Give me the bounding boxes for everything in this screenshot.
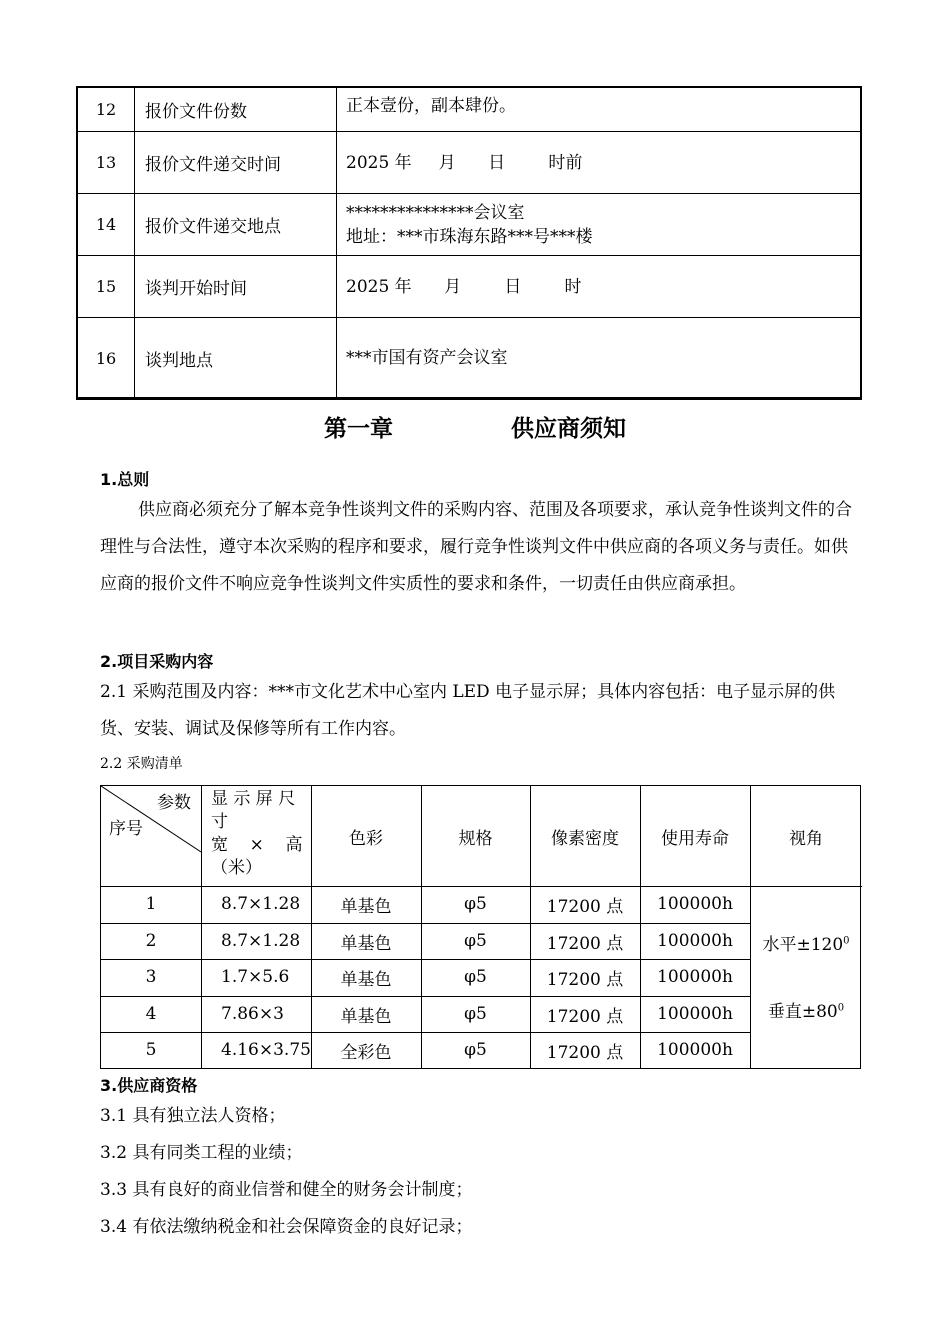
row-value — [337, 194, 860, 255]
qualification-item: 3.3 具有良好的商业信誉和健全的财务会计制度； — [100, 1180, 473, 1200]
row-life-cell: 100000h — [657, 967, 733, 987]
row-size-cell: 8.7×1.28 — [221, 894, 301, 914]
row-life-cell: 100000h — [657, 931, 733, 951]
scope-paragraph: 2.1 采购范围及内容：***市文化艺术中心室内 LED 电子显示屏；具体内容包括：电子显示屏的供货、安装、调试及保修等所有工作内容。 — [100, 682, 836, 739]
row-number: 13 — [78, 132, 135, 193]
row-number: 16 — [78, 318, 135, 398]
angle-header: 视角 — [789, 828, 823, 849]
angle-cell — [750, 886, 862, 1068]
chapter-number: 第一章 — [324, 416, 393, 442]
qualification-item: 3.1 具有独立法人资格； — [100, 1106, 286, 1126]
row-value — [337, 88, 860, 131]
row-value — [337, 132, 860, 193]
value-line: 2025 年 月 日 时前 — [346, 152, 583, 173]
row-spec-cell: φ5 — [464, 894, 487, 914]
degree-mark: 0 — [837, 1002, 845, 1014]
size-header-line: 宽 × 高 — [211, 835, 303, 855]
row-item: 报价文件递交时间 — [135, 132, 337, 193]
chapter-name: 供应商须知 — [511, 416, 626, 442]
info-row — [78, 318, 860, 398]
info-row — [78, 256, 860, 318]
life-header: 使用寿命 — [661, 828, 729, 849]
qualification-item: 3.4 有依法缴纳税金和社会保障资金的良好记录； — [100, 1217, 473, 1237]
value-line: 地址：***市珠海东路***号***楼 — [346, 226, 593, 247]
size-header-line: 寸 — [211, 812, 228, 832]
row-spec-cell: φ5 — [464, 967, 487, 987]
row-size-cell: 4.16×3.75 — [221, 1040, 311, 1060]
list-caption: 2.2 采购清单 — [100, 756, 183, 772]
angle-vertical: 垂直$\pm 80^0$ — [767, 1002, 845, 1022]
info-table — [76, 86, 862, 400]
section-heading: 3.供应商资格 — [100, 1076, 198, 1095]
size-header — [211, 788, 307, 880]
row-item: 报价文件份数 — [135, 88, 337, 131]
density-header: 像素密度 — [551, 828, 619, 849]
row-density-cell: 17200 点 — [546, 969, 624, 990]
row-item: 谈判地点 — [135, 318, 337, 398]
value-line: ***市国有资产会议室 — [346, 348, 508, 368]
row-number: 15 — [78, 256, 135, 317]
general-paragraph: 供应商必须充分了解本竞争性谈判文件的采购内容、范围及各项要求，承认竞争性谈判文件的合理性与合法性，遵守本次采购的程序和要求，履行竞争性谈判文件中供应商的各项义务与责任。如供应商的报价文件不响应竞争性谈判文件实质性的要求和条件，一切责任由供应商承担。 — [100, 500, 852, 594]
row-spec-cell: φ5 — [464, 1040, 487, 1060]
section-heading: 2.项目采购内容 — [100, 652, 214, 671]
procurement-table — [100, 785, 861, 1069]
qualification-item: 3.2 具有同类工程的业绩； — [100, 1143, 303, 1163]
corner-param-label: 参数 — [157, 793, 191, 813]
value-line: ***************会议室 — [346, 202, 525, 223]
corner-number-label: 序号 — [109, 819, 143, 839]
row-color-cell: 单基色 — [340, 933, 392, 954]
row-density-cell: 17200 点 — [546, 1006, 624, 1027]
row-number-cell: 5 — [145, 1040, 157, 1060]
row-value — [337, 256, 860, 317]
row-number-cell: 3 — [145, 967, 157, 987]
spec-header: 规格 — [458, 828, 493, 849]
value-line: 2025 年 月 日 时 — [346, 276, 582, 297]
info-row — [78, 88, 860, 132]
row-size-cell: 8.7×1.28 — [221, 931, 301, 951]
size-header-line: （米） — [211, 858, 262, 878]
section-heading: 1.总则 — [100, 470, 150, 489]
row-value — [337, 318, 860, 398]
row-life-cell: 100000h — [657, 894, 733, 914]
row-spec-cell: φ5 — [464, 1004, 487, 1024]
row-size-cell: 7.86×3 — [221, 1004, 284, 1024]
row-density-cell: 17200 点 — [546, 1042, 624, 1063]
row-color-cell: 单基色 — [340, 969, 392, 990]
row-number: 12 — [78, 88, 135, 131]
row-life-cell: 100000h — [657, 1004, 733, 1024]
row-size-cell: 1.7×5.6 — [221, 967, 290, 987]
row-density-cell: 17200 点 — [546, 933, 624, 954]
row-number-cell: 1 — [145, 894, 157, 914]
row-number-cell: 4 — [145, 1004, 157, 1024]
row-color-cell: 全彩色 — [340, 1042, 392, 1063]
row-item: 谈判开始时间 — [135, 256, 337, 317]
info-row — [78, 194, 860, 256]
row-density-cell: 17200 点 — [546, 896, 624, 917]
row-color-cell: 单基色 — [340, 1006, 392, 1027]
row-spec-cell: φ5 — [464, 931, 487, 951]
row-number: 14 — [78, 194, 135, 255]
degree-mark: 0 — [843, 935, 850, 947]
row-item: 报价文件递交地点 — [135, 194, 337, 255]
size-header-line: 显 示 屏 尺 — [211, 789, 296, 809]
row-number-cell: 2 — [145, 931, 157, 951]
chapter-title — [0, 410, 950, 443]
value-line: 正本壹份，副本肆份。 — [346, 95, 516, 116]
row-life-cell: 100000h — [657, 1040, 733, 1060]
angle-horizontal: 水平$\pm 120^0$ — [762, 935, 850, 955]
row-color-cell: 单基色 — [340, 896, 392, 917]
info-row — [78, 132, 860, 194]
color-header: 色彩 — [349, 828, 383, 849]
